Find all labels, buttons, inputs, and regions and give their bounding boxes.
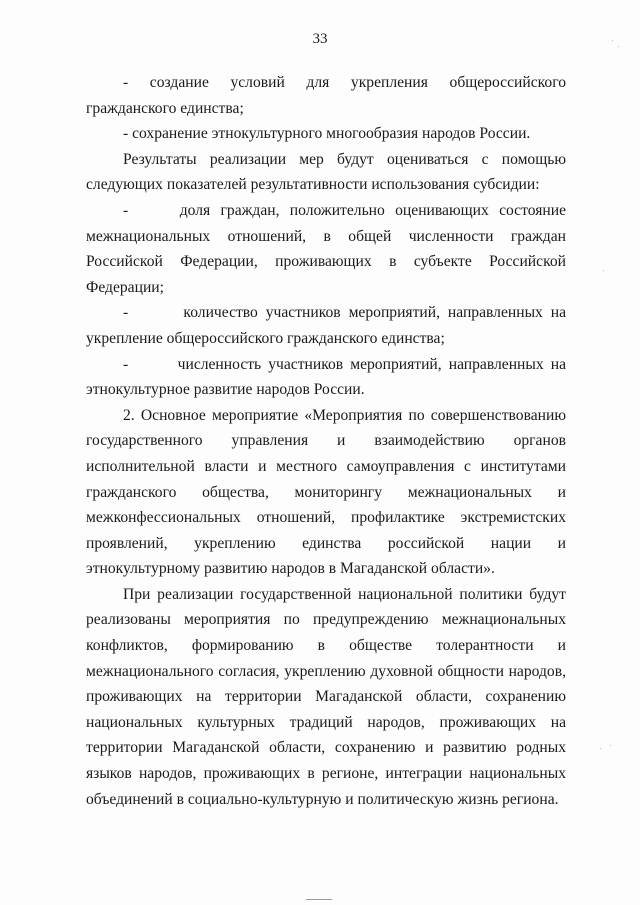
scan-artifact — [612, 40, 613, 41]
scan-edge-mark — [306, 899, 332, 900]
scan-artifact — [618, 46, 619, 47]
paragraph-goal-ethnocultural-diversity: - сохранение этнокультурного многообразия народов России. — [123, 125, 531, 143]
paragraph-results-intro: Результаты реализации мер будут оцениваться с помощью следующих показателей результативности использования субсидии: — [86, 150, 566, 194]
paragraph-national-policy-measures: При реализации государственной национальной политики будут реализованы мероприятия по предупреждению межнациональных конфликтов, формированию в обществе толерантности и межнационального согласия, укреплению духовной общности народов, проживающих на территории Магаданской области, сохранению национальных культурных традиций народов, проживающих на территории Магаданской области, сохранению и развитию родных языков народов, проживающих в регионе, интеграции национальных объединений в социально-культурную и политическую жизнь региона. — [86, 585, 566, 808]
scan-artifact — [603, 270, 604, 271]
page-number: 33 — [312, 31, 328, 47]
document-body — [86, 70, 566, 812]
scan-artifact — [600, 748, 601, 749]
paragraph-goal-civic-unity: - создание условий для укрепления общероссийского гражданского единства; — [86, 74, 566, 117]
indicator-participants-civic-unity: - количество участников мероприятий, направленных на укрепление общероссийского гражданского единства; — [86, 304, 566, 347]
indicator-share-of-citizens: - доля граждан, положительно оценивающих состояние межнациональных отношений, в общей численности граждан Российской Федерации, проживающих в субъекте Российской Федерации; — [86, 201, 566, 296]
scan-artifact — [610, 745, 611, 746]
paragraph-main-activity-2: 2. Основное мероприятие «Мероприятия по совершенствованию государственного управления и взаимодействию органов исполнительной власти и местного самоуправления с институтами гражданского общества, мониторингу межнациональных и межконфессиональных отношений, профилактике экстремистских проявлений, укреплению единства российской нации и этнокультурному развитию народов в Магаданской области». — [86, 406, 566, 578]
indicator-participants-ethnocultural: - численность участников мероприятий, направленных на этнокультурное развитие народов России. — [86, 355, 566, 399]
